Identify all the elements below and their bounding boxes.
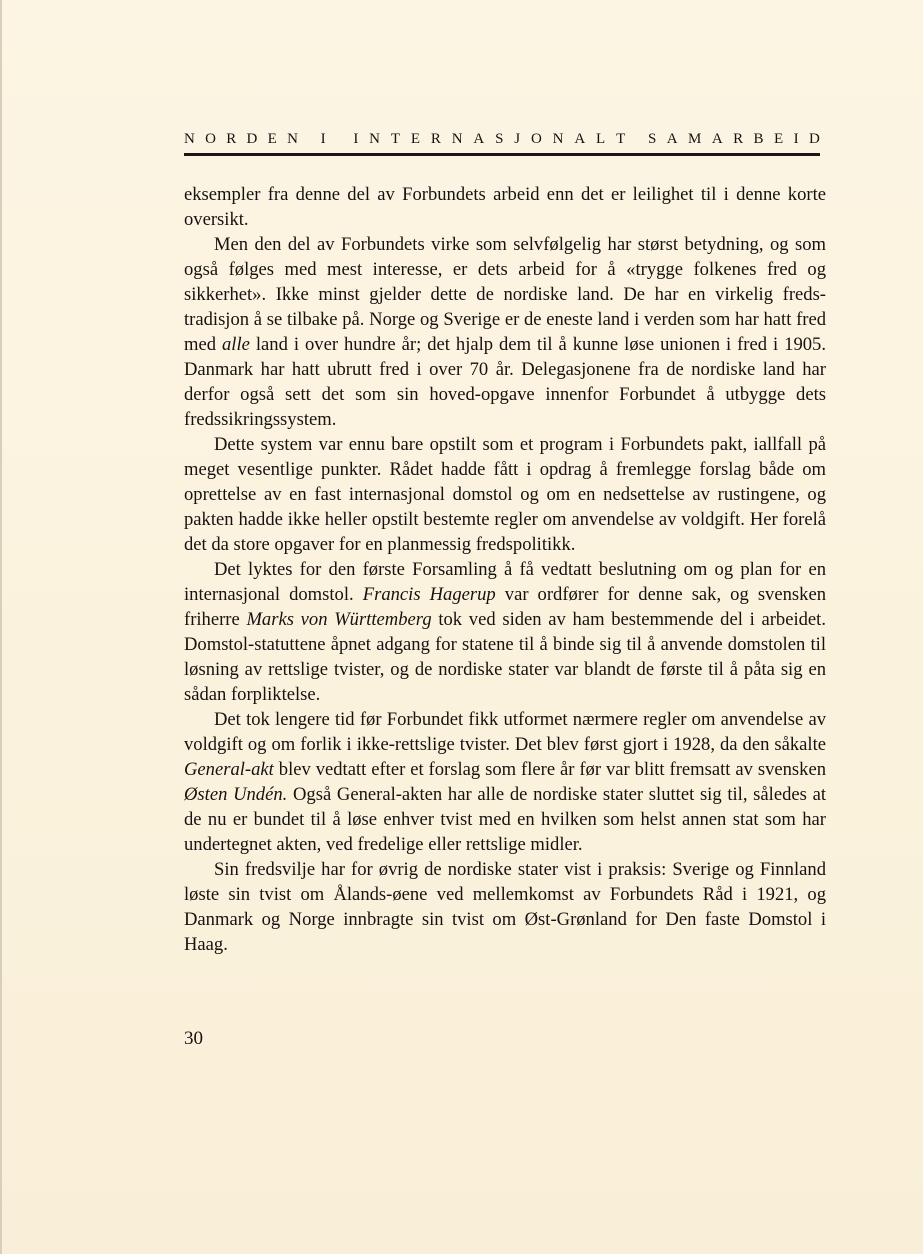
running-head-letter: N [287,131,298,147]
text-run: blev vedtatt efter et forslag som flere år før var blitt fremsatt av svensken [273,759,826,780]
running-head-word [184,129,298,149]
running-head-letter: B [753,131,764,147]
running-head-word [321,129,331,149]
italic-text: Marks von Württemberg [246,609,432,630]
text-run: var ordfører for denne sak, og svensken friherre [184,584,826,630]
italic-text: Østen Undén. [184,784,288,805]
running-head-letter: E [410,131,421,147]
running-head-letter: N [451,131,463,147]
text-run: Det lyktes for den første Forsamling å få vedtatt beslutning om og plan for en internasjonal domstol. [184,559,826,605]
running-head-letter: M [688,131,702,147]
header-rule [184,153,820,156]
running-head-word [353,129,625,149]
running-head-letter: O [205,131,216,147]
text-run: eksempler fra denne del av Forbundets arbeid enn det er leilighet til i denne korte oversikt. [184,184,826,230]
page-edge [0,0,2,1254]
running-head [184,129,820,149]
text-run: land i over hundre år; det hjalp dem til å kunne løse unionen i fred i 1905. Danmark har hatt ubrutt fred i over 70 år. Delegasjonene fra de nordiske land har derfor også sett det som sin hoved-opgave innenfor Forbundet å utbygge dets fredssikringssystem. [184,334,826,430]
italic-text: General-akt [184,759,274,780]
text-run: Også General-akten har alle de nordiske stater sluttet sig til, således at de nu er bundet til å løse enhver tvist med en hvilken som helst annen stat som har undertegnet akten, ved fredelige eller rettslige midler. [184,784,826,855]
running-head-letter: A [711,131,723,147]
paragraph [184,857,826,957]
running-head-letter: J [514,131,521,147]
page-number: 30 [184,1028,203,1049]
running-head-letter: D [809,131,820,147]
running-head-letter: S [647,131,657,147]
text-run: Det tok lengere tid før Forbundet fikk utformet nærmere regler om anvendelse av voldgift og om forlik i ikke-rettslige tvister. Det blev først gjort i 1928, da den såkalte [184,709,826,755]
running-head-letter: R [733,131,744,147]
running-head-letter: T [390,131,401,147]
running-head-word [648,129,820,149]
paragraph [184,707,826,857]
running-head-letter: I [793,131,799,147]
paragraph [184,557,826,707]
running-head-letter: D [246,131,258,147]
running-head-letter: S [495,131,504,147]
text-run: Men den del av Forbundets virke som selvfølgelig har størst betydning, og som også følges med mest interesse, er dets arbeid for å «trygge folkenes fred og sikkerhet». Ikke minst gjelder dette de nordiske land. De har en virkelig freds-tradisjon å se tilbake på. Norge og Sverige er de eneste land i verden som har hatt fred med [184,234,826,355]
text-run: Dette system var ennu bare opstilt som et program i Forbundets pakt, iallfall på meget vesentlige punkter. Rådet hadde fått i opdrag å fremlegge forslag både om oprettelse av en fast internasjonal domstol og om en nedsettelse av rustingene, og pakten hadde ikke heller opstilt bestemte regler om anvendelse av voldgift. Her forelå det da store opgaver for en planmessig fredspolitikk. [184,434,826,555]
running-head-letter: N [369,131,380,147]
running-head-letter: O [530,131,542,147]
running-head-letter: I [353,131,359,147]
text-run: Sin fredsvilje har for øvrig de nordiske stater vist i praksis: Sverige og Finnland løste sin tvist om Ålands-øene ved mellemkomst av Forbundets Råd i 1921, og Danmark og Norge innbragte sin tvist om Øst-Grønland for Den faste Domstol i Haag. [184,859,826,955]
text-run: tok ved siden av ham bestemmende del i arbeidet. Domstol-statuttene åpnet adgang for statene til å binde sig til å anvende domstolen til løsning av rettslige tvister, og de nordiske stater var blandt de første til å påta sig en sådan forpliktelse. [184,609,826,705]
running-head-letter: R [430,131,441,147]
body-text [184,182,826,957]
italic-text: alle [222,334,250,355]
running-head-letter: T [616,131,626,147]
running-head-letter: N [552,131,564,147]
running-head-letter: E [267,131,277,147]
running-head-letter: A [666,131,678,147]
paragraph [184,432,826,557]
running-head-letter: I [320,131,326,147]
running-head-letter: R [226,131,237,147]
running-head-letter: E [774,131,784,147]
paragraph [184,232,826,432]
paragraph [184,182,826,232]
running-head-letter: L [596,131,606,147]
running-head-letter: N [184,131,195,147]
italic-text: Francis Hagerup [362,584,496,605]
running-head-letter: A [473,131,485,147]
running-head-letter: A [574,131,586,147]
